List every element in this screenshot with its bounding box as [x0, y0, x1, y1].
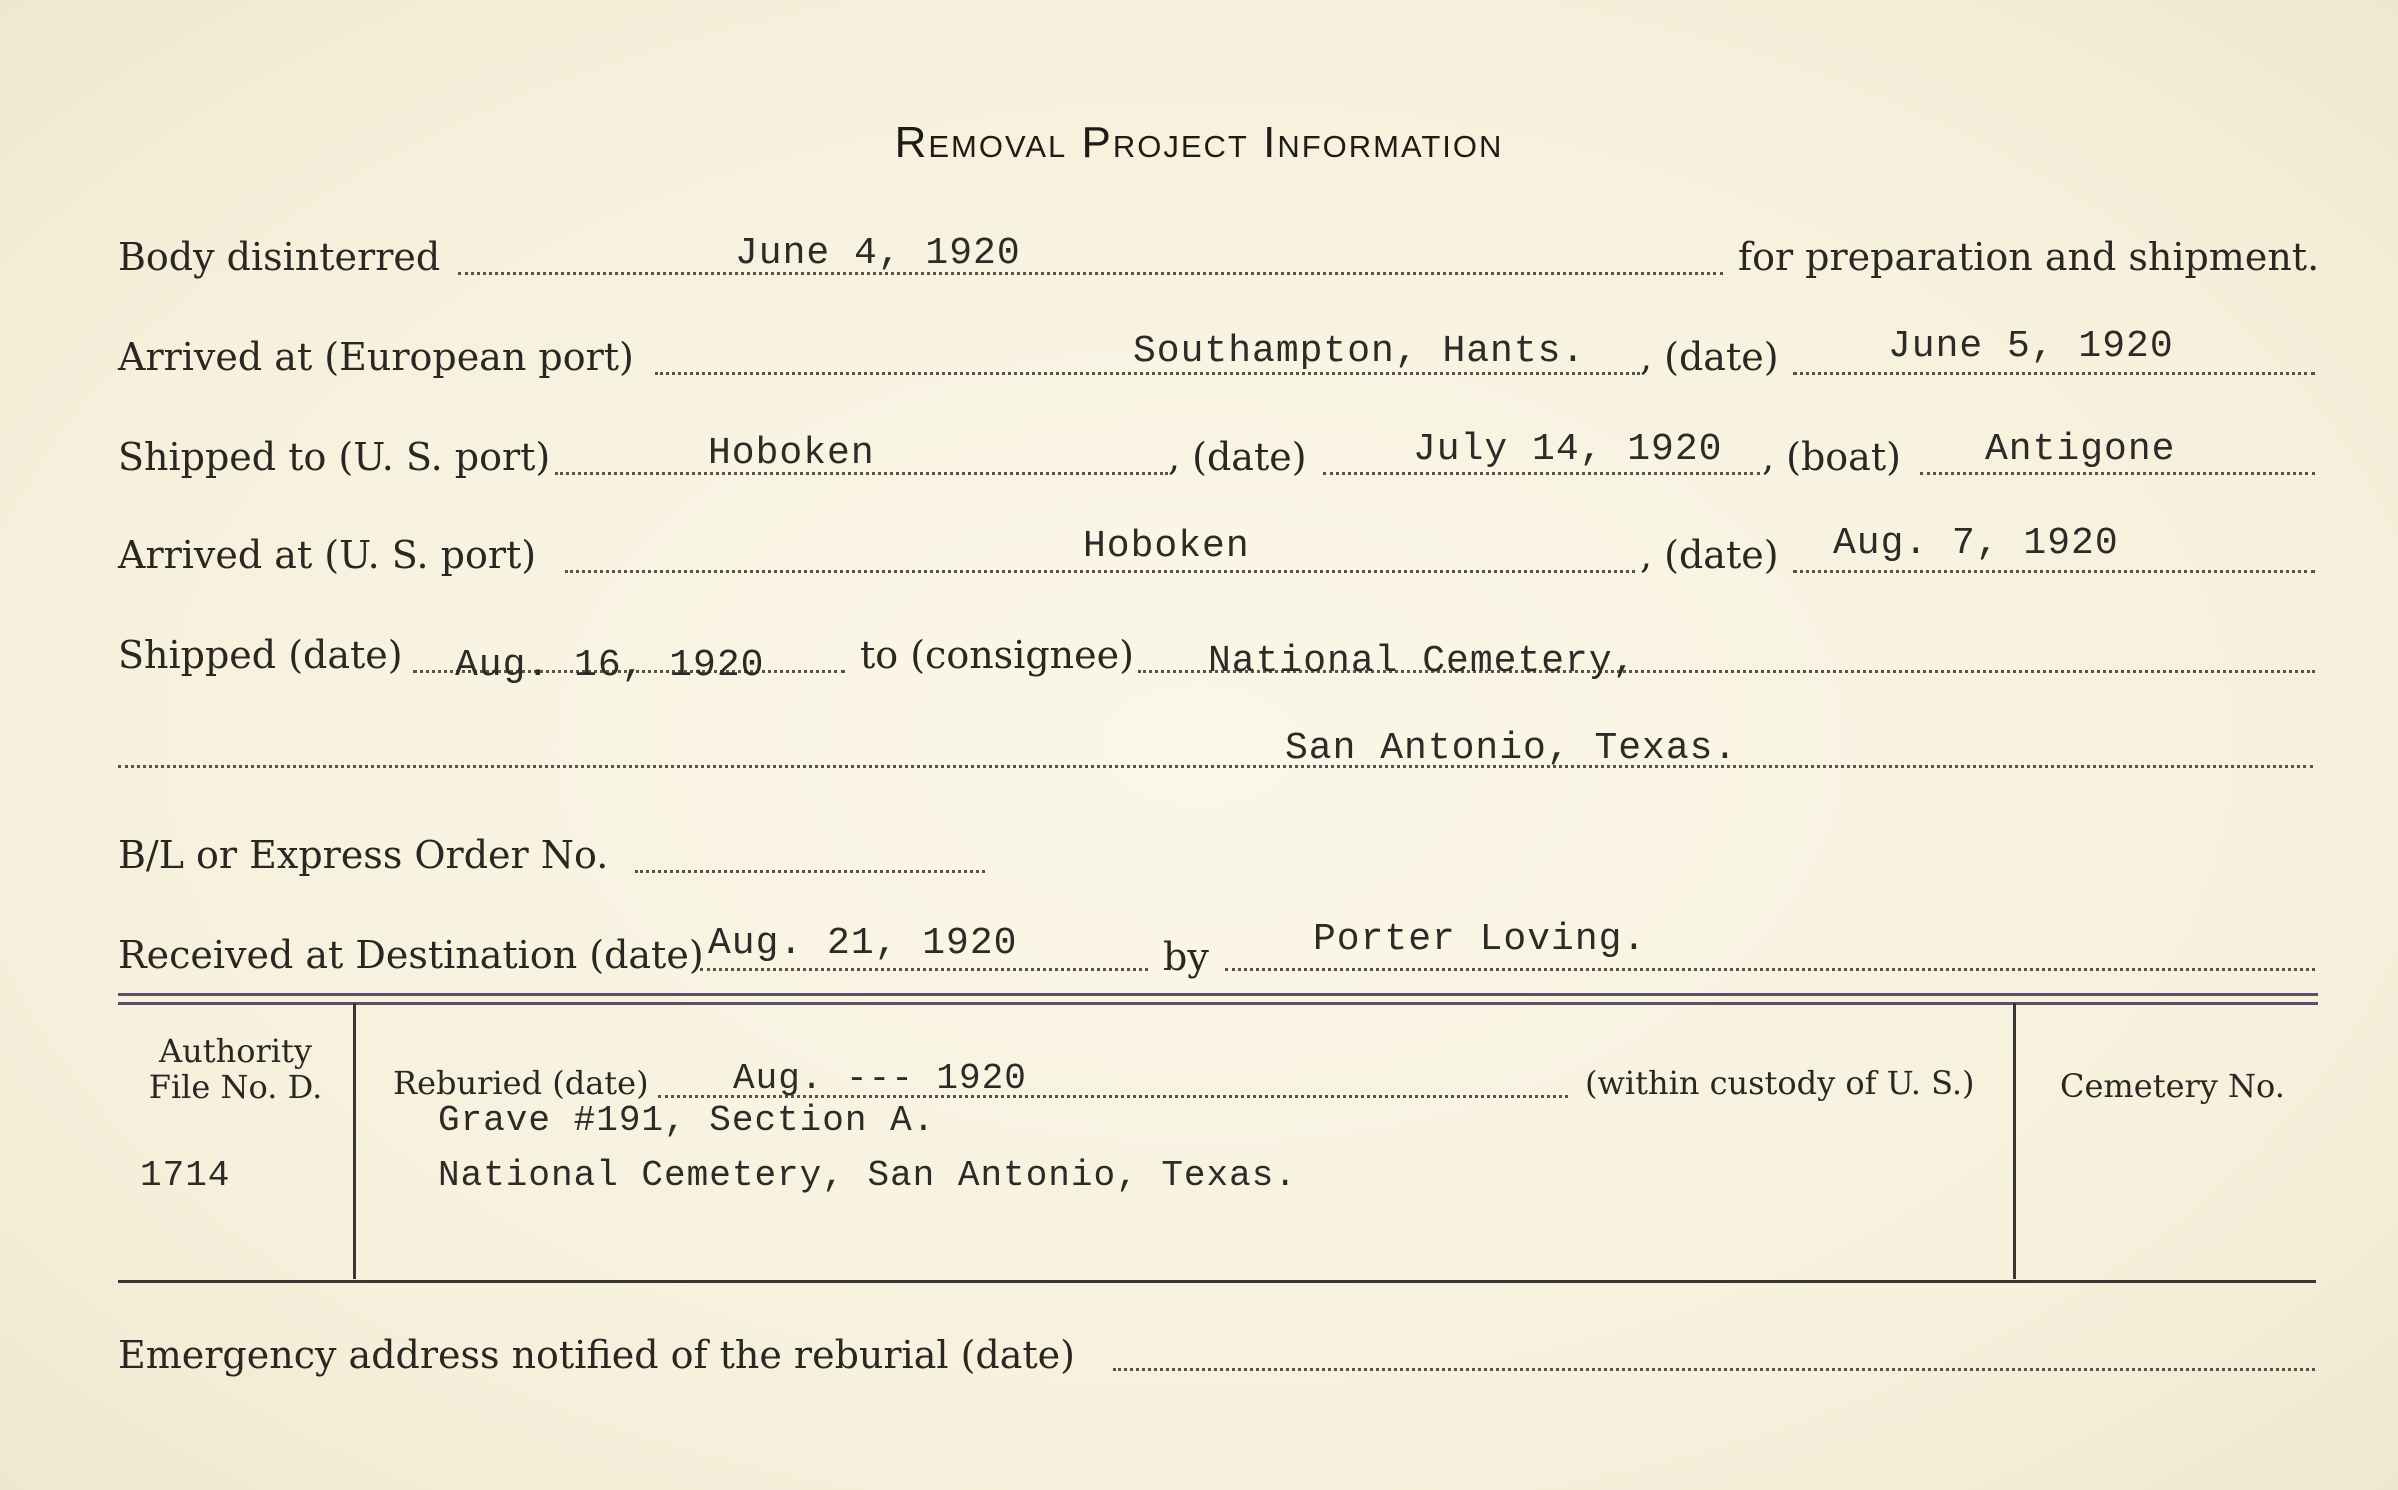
box-divider-left: [353, 1003, 356, 1279]
cemetery-no-label: Cemetery No.: [2060, 1067, 2285, 1105]
shipped-us-boat-label: , (boat): [1762, 435, 1901, 479]
reburied-date: Aug. --- 1920: [733, 1058, 1027, 1099]
arrived-european-date-line: [1793, 372, 2315, 375]
arrived-european-date-label: , (date): [1640, 335, 1779, 379]
box-bottom-rule: [118, 1280, 2316, 1283]
authority-label-line1: Authority: [159, 1032, 312, 1070]
received-date: Aug. 21, 1920: [708, 922, 1018, 965]
body-disinterred-suffix: for preparation and shipment.: [1738, 235, 2320, 279]
arrived-us-label: Arrived at (U. S. port): [118, 533, 537, 577]
shipped-date: Aug. 16, 1920: [455, 644, 765, 687]
shipped-date-label: Shipped (date): [118, 633, 403, 677]
consignee-label: to (consignee): [860, 633, 1134, 677]
received-by: Porter Loving.: [1313, 918, 1647, 961]
arrived-us-line: [565, 570, 1635, 573]
received-date-line: [700, 968, 1148, 971]
arrived-european-date: June 5, 1920: [1888, 325, 2174, 368]
authority-number: 1714: [140, 1155, 231, 1196]
emergency-line: [1113, 1368, 2315, 1371]
consignee-line2: San Antonio, Texas.: [1285, 727, 1738, 770]
bl-order-line: [635, 870, 985, 873]
shipped-us-date-line: [1323, 472, 1760, 475]
bl-order-label: B/L or Express Order No.: [118, 833, 609, 877]
arrived-us-value: Hoboken: [1083, 525, 1250, 568]
authority-label-line2: File No. D.: [148, 1068, 323, 1106]
reburied-label: Reburied (date): [393, 1064, 649, 1102]
arrived-us-date-line: [1793, 570, 2315, 573]
received-label: Received at Destination (date): [118, 933, 704, 977]
consignee-continuation-line: [118, 765, 2313, 768]
shipped-us-boat: Antigone: [1985, 428, 2176, 471]
body-disinterred-line: [458, 272, 1723, 275]
arrived-us-date: Aug. 7, 1920: [1833, 522, 2119, 565]
shipped-us-label: Shipped to (U. S. port): [118, 435, 551, 479]
reburied-line2: National Cemetery, San Antonio, Texas.: [438, 1155, 1297, 1196]
double-rule: [118, 993, 2318, 1005]
body-disinterred-value: June 4, 1920: [735, 232, 1021, 275]
received-by-line: [1225, 968, 2315, 971]
arrived-us-date-label: , (date): [1640, 533, 1779, 577]
consignee-line1: National Cemetery,: [1208, 640, 1637, 683]
shipped-us-value: Hoboken: [708, 432, 875, 475]
reburied-line1: Grave #191, Section A.: [438, 1100, 936, 1141]
received-by-label: by: [1163, 935, 1209, 979]
shipped-us-date: July 14, 1920: [1413, 428, 1723, 471]
shipped-us-date-label: , (date): [1168, 435, 1307, 479]
arrived-european-label: Arrived at (European port): [118, 335, 634, 379]
emergency-label: Emergency address notified of the reburial (date): [118, 1333, 1075, 1377]
arrived-european-value: Southampton, Hants.: [1133, 330, 1586, 373]
box-divider-right: [2013, 1003, 2016, 1279]
reburied-custody: (within custody of U. S.): [1585, 1064, 1975, 1102]
body-disinterred-label: Body disinterred: [118, 235, 441, 279]
shipped-us-boat-line: [1920, 472, 2315, 475]
card-title: Removal Project Information: [894, 118, 1504, 167]
